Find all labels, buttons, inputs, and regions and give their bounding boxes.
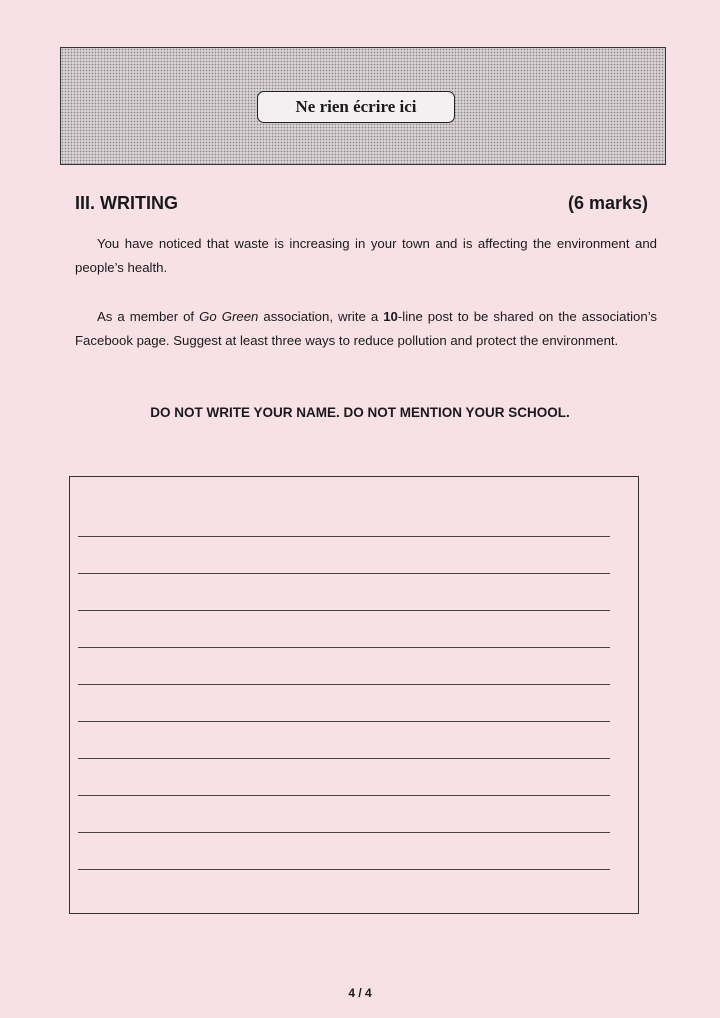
answer-line[interactable] xyxy=(78,573,610,574)
answer-line[interactable] xyxy=(78,721,610,722)
paragraph-1-text: You have noticed that waste is increasing in your town and is affecting the environment and people’s health. xyxy=(75,236,657,275)
instruction-paragraph-2 xyxy=(75,305,657,353)
answer-line[interactable] xyxy=(78,795,610,796)
answer-line[interactable] xyxy=(78,647,610,648)
answer-line[interactable] xyxy=(78,758,610,759)
instruction-paragraph-1 xyxy=(75,232,657,280)
section-title: III. WRITING xyxy=(75,193,178,213)
answer-line[interactable] xyxy=(78,684,610,685)
paragraph-2-after: -line post to be shared on the association’s Facebook page. Suggest at least three ways to reduce pollution and protect the environment. xyxy=(75,309,657,348)
section-marks: (6 marks) xyxy=(567,193,648,213)
anonymity-warning: DO NOT WRITE YOUR NAME. DO NOT MENTION YOUR SCHOOL. xyxy=(150,405,570,420)
page-number: 4 / 4 xyxy=(348,986,372,1000)
association-name: Go Green xyxy=(199,309,259,324)
answer-line[interactable] xyxy=(78,536,610,537)
paragraph-2-middle: association, write a xyxy=(258,309,384,324)
answer-line[interactable] xyxy=(78,610,610,611)
paragraph-2-before: As a member of xyxy=(97,309,200,324)
answer-line[interactable] xyxy=(78,869,610,870)
no-write-zone xyxy=(60,47,666,165)
no-write-label: Ne rien écrire ici xyxy=(257,91,455,123)
answer-line[interactable] xyxy=(78,832,610,833)
answer-box xyxy=(69,476,639,914)
line-count: 10 xyxy=(383,309,398,324)
